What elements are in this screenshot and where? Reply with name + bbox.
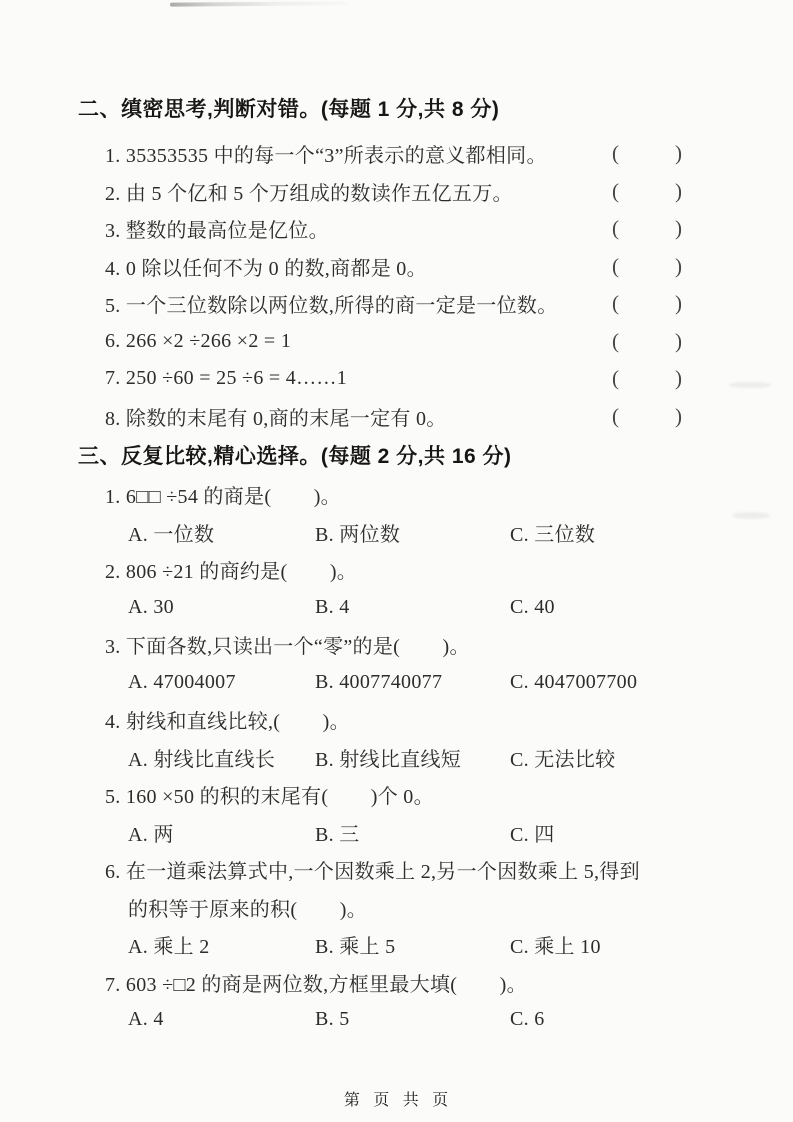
worksheet-content (78, 97, 720, 1039)
option-a: A. 47004007 (128, 670, 236, 693)
scan-smudge (728, 382, 772, 388)
judge-item (78, 135, 720, 173)
choice-question (78, 476, 720, 514)
option-c: C. 无法比较 (510, 748, 616, 771)
choice-question-text: 7. 603 ÷□2 的商是两位数,方框里最大填( )。 (105, 973, 527, 996)
option-b: B. 4 (315, 595, 350, 618)
close-paren: ) (675, 141, 682, 166)
option-b: B. 射线比直线短 (315, 748, 462, 771)
option-a: A. 30 (128, 595, 174, 618)
choice-question (78, 851, 720, 889)
scan-smudge (732, 512, 770, 519)
choice-question-text: 2. 806 ÷21 的商约是( )。 (105, 561, 358, 584)
judge-item (78, 173, 720, 211)
answer-blank (612, 135, 682, 173)
option-a: A. 一位数 (128, 523, 215, 546)
choice-section-heading: 三、反复比较,精心选择。(每题 2 分,共 16 分) (78, 445, 512, 468)
open-paren: ( (612, 366, 619, 391)
option-b: B. 两位数 (315, 523, 401, 546)
option-c: C. 乘上 10 (510, 936, 601, 959)
choice-options (78, 926, 720, 964)
answer-blank (612, 360, 682, 398)
option-a: A. 乘上 2 (128, 936, 210, 959)
choice-question (78, 701, 720, 739)
choice-question-continued (78, 889, 720, 927)
option-b: B. 乘上 5 (315, 936, 396, 959)
page-footer: 第 页 共 页 (343, 1092, 450, 1109)
option-c: C. 40 (510, 595, 555, 618)
scan-artifact-line (170, 1, 348, 6)
option-c: C. 四 (510, 823, 555, 846)
choice-question (78, 776, 720, 814)
choice-question-text: 3. 下面各数,只读出一个“零”的是( )。 (105, 636, 470, 659)
option-a: A. 射线比直线长 (128, 748, 276, 771)
option-a: A. 4 (128, 1008, 164, 1031)
option-b: B. 4007740077 (315, 670, 443, 693)
option-c: C. 4047007700 (510, 670, 638, 693)
judge-item (78, 398, 720, 436)
choice-question (78, 551, 720, 589)
judge-item-text: 1. 35353535 中的每一个“3”所表示的意义都相同。 (105, 145, 547, 168)
open-paren: ( (612, 403, 619, 428)
judge-section-heading: 二、缜密思考,判断对错。(每题 1 分,共 8 分) (78, 98, 500, 121)
choice-question-text-line2: 的积等于原来的积( )。 (128, 898, 368, 921)
open-paren: ( (612, 141, 619, 166)
section-choice (78, 444, 720, 1039)
option-b: B. 三 (315, 823, 360, 846)
option-c: C. 三位数 (510, 523, 596, 546)
choice-question (78, 964, 720, 1002)
open-paren: ( (612, 328, 619, 353)
judge-item (78, 323, 720, 361)
choice-options (78, 514, 720, 552)
judge-item-text: 3. 整数的最高位是亿位。 (105, 220, 329, 243)
open-paren: ( (612, 291, 619, 316)
close-paren: ) (675, 178, 682, 203)
choice-questions (78, 476, 720, 1039)
choice-question (78, 626, 720, 664)
section-judge (78, 97, 720, 435)
judge-item-text: 5. 一个三位数除以两位数,所得的商一定是一位数。 (105, 295, 558, 318)
choice-options (78, 739, 720, 777)
open-paren: ( (612, 216, 619, 241)
option-a: A. 两 (128, 823, 174, 846)
answer-blank (612, 285, 682, 323)
answer-blank (612, 398, 682, 436)
choice-question-text: 5. 160 ×50 的积的末尾有( )个 0。 (105, 786, 434, 809)
open-paren: ( (612, 178, 619, 203)
choice-options (78, 1001, 720, 1039)
option-c: C. 6 (510, 1008, 545, 1031)
judge-item (78, 248, 720, 286)
answer-blank (612, 323, 682, 361)
answer-blank (612, 173, 682, 211)
close-paren: ) (675, 216, 682, 241)
close-paren: ) (675, 253, 682, 278)
choice-options (78, 589, 720, 627)
open-paren: ( (612, 253, 619, 278)
answer-blank (612, 248, 682, 286)
judge-item-text: 6. 266 ×2 ÷266 ×2 = 1 (105, 329, 292, 352)
choice-question-text: 4. 射线和直线比较,( )。 (105, 711, 350, 734)
choice-options (78, 814, 720, 852)
close-paren: ) (675, 403, 682, 428)
judge-item-text: 7. 250 ÷60 = 25 ÷6 = 4……1 (105, 367, 348, 390)
judge-item-text: 8. 除数的末尾有 0,商的末尾一定有 0。 (105, 407, 447, 430)
judge-item (78, 360, 720, 398)
judge-item-text: 2. 由 5 个亿和 5 个万组成的数读作五亿五万。 (105, 182, 513, 205)
option-b: B. 5 (315, 1008, 350, 1031)
close-paren: ) (675, 328, 682, 353)
answer-blank (612, 210, 682, 248)
close-paren: ) (675, 291, 682, 316)
judge-item (78, 285, 720, 323)
choice-question-text: 1. 6□□ ÷54 的商是( )。 (105, 486, 341, 509)
choice-question-text: 6. 在一道乘法算式中,一个因数乘上 2,另一个因数乘上 5,得到 (105, 861, 640, 884)
judge-item (78, 210, 720, 248)
close-paren: ) (675, 366, 682, 391)
choice-options (78, 664, 720, 702)
judge-item-text: 4. 0 除以任何不为 0 的数,商都是 0。 (105, 257, 427, 280)
